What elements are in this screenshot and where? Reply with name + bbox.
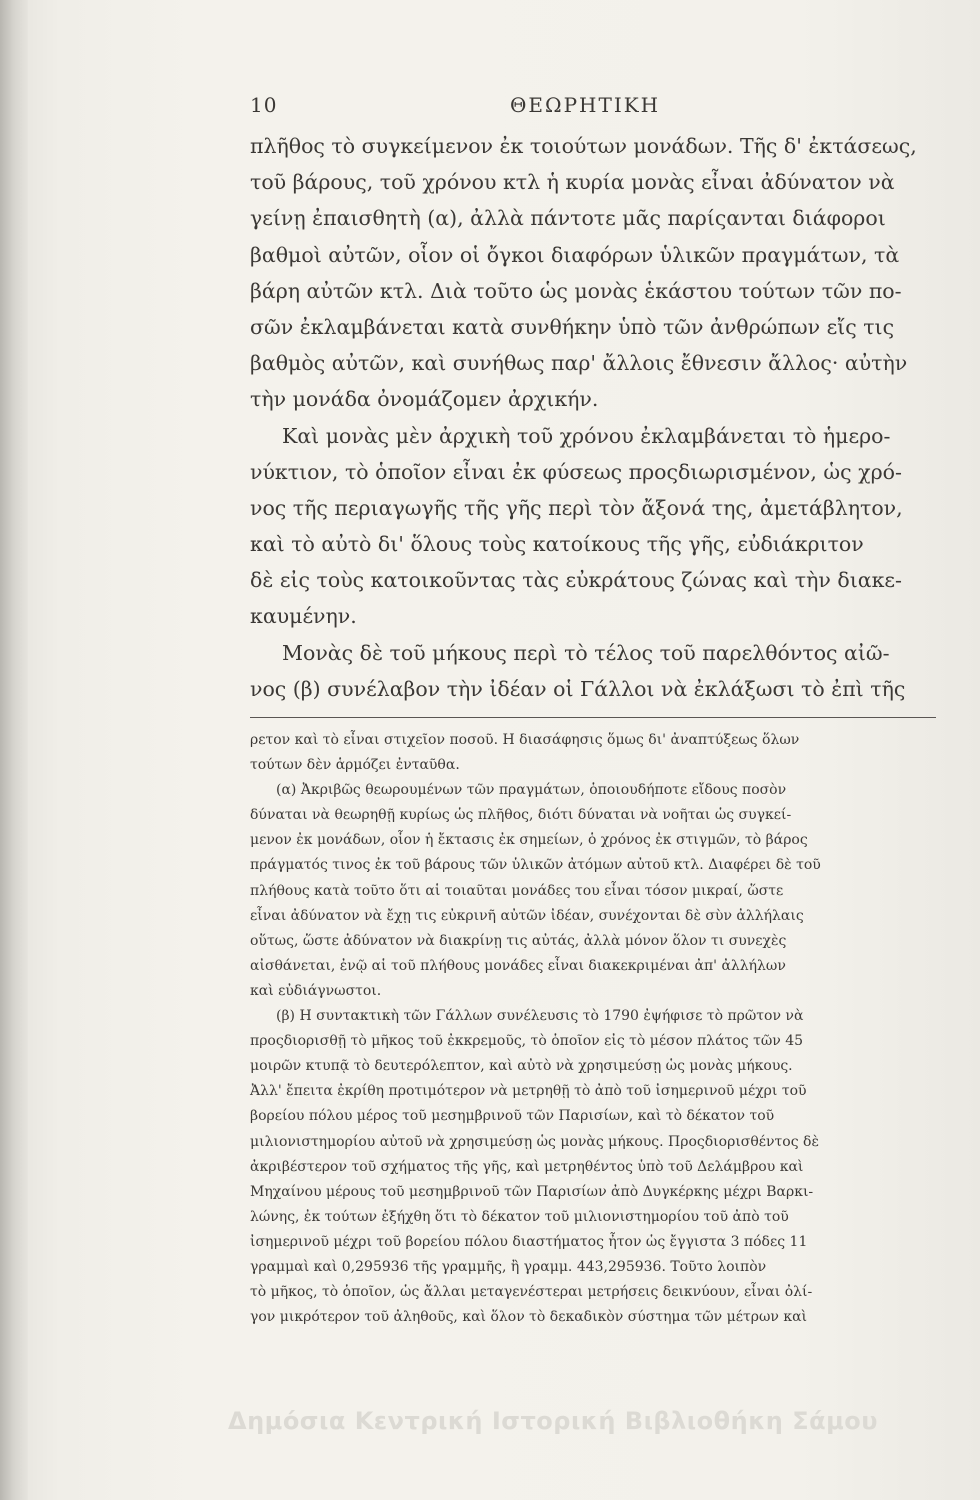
footnote-line: Ἀλλ' ἔπειτα ἐκρίθη προτιμότερον νὰ μετρηθῇ τὸ ἀπὸ τοῦ ἰσημερινοῦ μέχρι τοῦ	[250, 1083, 807, 1100]
footnote-line: Μηχαίνου μέρους τοῦ μεσημβρινοῦ τῶν Παρισίων ἀπὸ Δυγκέρκης μέχρι Βαρκι-	[250, 1183, 814, 1200]
text-line: τὴν μονάδα ὀνομάζομεν ἀρχικήν.	[250, 387, 599, 412]
footnote-line: ρετον καὶ τὸ εἶναι στιχεῖον ποσοῦ. Η διασάφησις ὅμως δι' ἀναπτύξεως ὅλων	[250, 732, 800, 748]
text-line: καυμένην.	[250, 604, 357, 629]
footnote-line: αἰσθάνεται, ἐνῷ αἱ τοῦ πλήθους μονάδες εἶναι διακεκριμέναι ἀπ' ἀλλήλων	[250, 957, 786, 974]
running-title: ΘΕΩΡΗΤΙΚΗ	[510, 93, 661, 117]
footnote-line: (α) Ἀκριβῶς θεωρουμένων τῶν πραγμάτων, ὁποιουδήποτε εἴδους ποσὸν	[276, 782, 787, 799]
footnote-line: καὶ εὐδιάγνωστοι.	[250, 982, 382, 999]
footnotes	[250, 728, 940, 1330]
footnote-line: τούτων δὲν ἁρμόζει ἐνταῦθα.	[250, 757, 460, 774]
footnote-line: οὕτως, ὥστε ἀδύνατον νὰ διακρίνῃ τις αὐτάς, ἀλλὰ μόνον ὅλον τι συνεχὲς	[250, 932, 787, 949]
footnote-line: ἰσημερινοῦ μέχρι τοῦ βορείου πόλου διαστήματος ἦτον ὡς ἔγγιστα 3 πόδες 11	[250, 1233, 808, 1250]
footnote-line: προςδιορισθῇ τὸ μῆκος τοῦ ἐκκρεμοῦς, τὸ ὁποῖον εἰς τὸ μέσον πλάτος τῶν 45	[250, 1033, 804, 1050]
footnote-line: γραμμαὶ καὶ 0,295936 τῆς γραμμῆς, ἢ γραμμ. 443,295936. Τοῦτο λοιπὸν	[250, 1258, 767, 1275]
footnote-line: μοιρῶν κτυπᾷ τὸ δευτερόλεπτον, καὶ αὐτὸ νὰ χρησιμεύσῃ ὡς μονὰς μήκους.	[250, 1058, 793, 1075]
text-line: βαθμοὶ αὐτῶν, οἷον οἱ ὄγκοι διαφόρων ὑλικῶν πραγμάτων, τὰ	[250, 242, 900, 267]
text-line: νος τῆς περιαγωγῆς τῆς γῆς περὶ τὸν ἄξονά της, ἀμετάβλητον,	[250, 495, 903, 520]
page-header	[250, 93, 930, 123]
text-line: νύκτιον, τὸ ὁποῖον εἶναι ἐκ φύσεως προςδιωρισμένον, ὡς χρό-	[250, 459, 902, 484]
text-line: σῶν ἐκλαμβάνεται κατὰ συνθήκην ὑπὸ τῶν ἀνθρώπων εἴς τις	[250, 314, 895, 339]
footnote-divider	[250, 717, 936, 718]
text-line: Καὶ μονὰς μὲν ἀρχικὴ τοῦ χρόνου ἐκλαμβάνεται τὸ ἡμερο-	[282, 423, 891, 448]
footnote-line: γον μικρότερον τοῦ ἀληθοῦς, καὶ ὅλον τὸ δεκαδικὸν σύστημα τῶν μέτρων καὶ	[250, 1309, 808, 1326]
footnote-line: τὸ μῆκος, τὸ ὁποῖον, ὡς ἄλλαι μεταγενέστεραι μετρήσεις δεικνύουν, εἶναι ὀλί-	[250, 1284, 813, 1301]
page-number: 10	[250, 93, 278, 117]
footnote-line: πράγματός τινος ἐκ τοῦ βάρους τῶν ὑλικῶν ἀτόμων αὐτοῦ κτλ. Διαφέρει δὲ τοῦ	[250, 857, 821, 874]
footnote-line: λώνης, ἐκ τούτων ἐξήχθη ὅτι τὸ δέκατον τοῦ μιλιονιστημορίου τοῦ ἀπὸ τοῦ	[250, 1208, 789, 1225]
footnote-line: δύναται νὰ θεωρηθῇ κυρίως ὡς πλῆθος, διότι δύναται νὰ νοῆται ὡς συγκεί-	[250, 807, 792, 824]
footnote-line: ἀκριβέστερον τοῦ σχήματος τῆς γῆς, καὶ μετρηθέντος ὑπὸ τοῦ Δελάμβρου καὶ	[250, 1158, 804, 1175]
text-line: τοῦ βάρους, τοῦ χρόνου κτλ ἡ κυρία μονὰς εἶναι ἀδύνατον νὰ	[250, 170, 895, 195]
text-line: δὲ εἰς τοὺς κατοικοῦντας τὰς εὐκράτους ζώνας καὶ τὴν διακε-	[250, 568, 902, 593]
footnote-line: μιλιονιστημορίου αὐτοῦ νὰ χρησιμεύσῃ ὡς μονὰς μήκους. Προςδιορισθέντος δὲ	[250, 1133, 819, 1150]
text-line: Μονὰς δὲ τοῦ μήκους περὶ τὸ τέλος τοῦ παρελθόντος αἰῶ-	[282, 640, 890, 665]
main-text	[250, 128, 940, 707]
text-line: πλῆθος τὸ συγκείμενον ἐκ τοιούτων μονάδων. Τῆς δ' ἐκτάσεως,	[250, 134, 917, 158]
footnote-line: (β) Η συντακτικὴ τῶν Γάλλων συνέλευσις τὸ 1790 ἐψήφισε τὸ πρῶτον νὰ	[276, 1008, 804, 1025]
library-watermark: Δημόσια Κεντρική Ιστορική Βιβλιοθήκη Σάμου	[228, 1407, 878, 1435]
footnote-line: βορείου πόλου μέρος τοῦ μεσημβρινοῦ τῶν Παρισίων, καὶ τὸ δέκατον τοῦ	[250, 1108, 775, 1125]
text-line: βαθμὸς αὐτῶν, καὶ συνήθως παρ' ἄλλοις ἔθνεσιν ἄλλος· αὐτὴν	[250, 351, 908, 376]
footnote-line: πλήθους κατὰ τοῦτο ὅτι αἱ τοιαῦται μονάδες του εἶναι τόσον μικραί, ὥστε	[250, 882, 784, 899]
page-binding-edge	[0, 0, 28, 1500]
text-line: γείνῃ ἐπαισθητὴ (α), ἀλλὰ πάντοτε μᾶς παρίςανται διάφοροι	[250, 206, 886, 231]
text-line: καὶ τὸ αὐτὸ δι' ὅλους τοὺς κατοίκους τῆς γῆς, εὐδιάκριτον	[250, 532, 864, 557]
footnote-line: μενον ἐκ μονάδων, οἷον ἡ ἔκτασις ἐκ σημείων, ὁ χρόνος ἐκ στιγμῶν, τὸ βάρος	[250, 832, 808, 849]
text-line: νος (β) συνέλαβον τὴν ἰδέαν οἱ Γάλλοι νὰ ἐκλάξωσι τὸ ἐπὶ τῆς	[250, 676, 906, 701]
text-line: βάρη αὐτῶν κτλ. Διὰ τοῦτο ὡς μονὰς ἑκάστου τούτων τῶν πο-	[250, 278, 902, 303]
footnote-line: εἶναι ἀδύνατον νὰ ἔχῃ τις εὐκρινῆ αὐτῶν ἰδέαν, συνέχονται δὲ σὺν ἀλλήλαις	[250, 907, 804, 924]
